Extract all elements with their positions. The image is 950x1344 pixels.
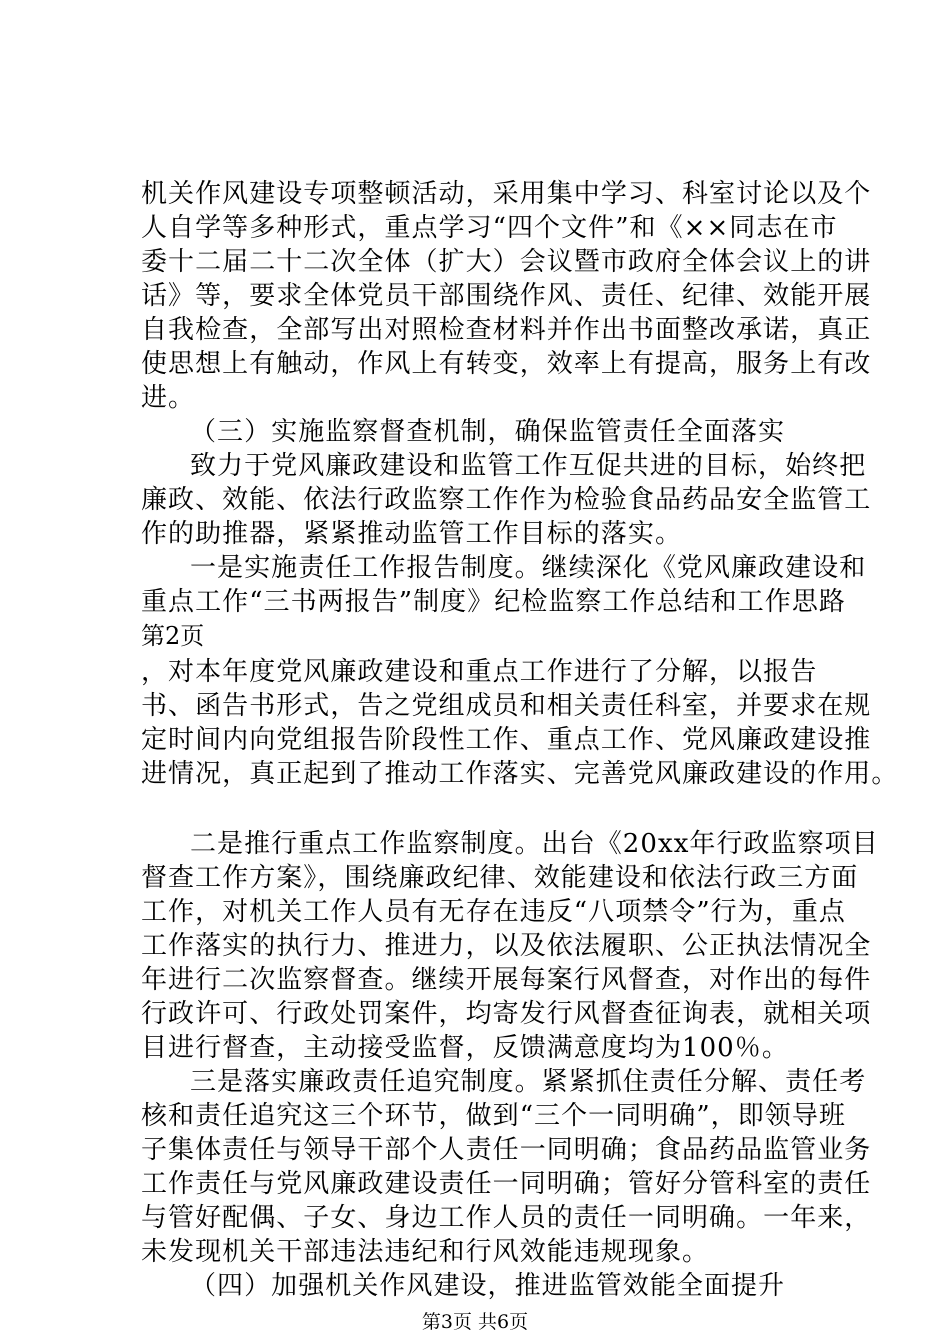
body-line: 工作责任与党风廉政建设责任一同明确；管好分管科室的责任	[141, 1169, 872, 1199]
body-line: 机关作风建设专项整顿活动，采用集中学习、科室讨论以及个	[141, 179, 872, 209]
inline-page-note: 第2页	[141, 622, 205, 650]
body-line: 子集体责任与领导干部个人责任一同明确；食品药品监管业务	[141, 1135, 872, 1165]
body-line: 书、函告书形式，告之党组成员和相关责任科室，并要求在规	[141, 691, 872, 721]
body-line: 一是实施责任工作报告制度。继续深化《党风廉政建设和	[190, 553, 867, 583]
page-footer: 第3页 共6页	[421, 1311, 529, 1333]
body-line: 工作，对机关工作人员有无存在违反“八项禁令”行为，重点	[141, 897, 846, 927]
body-line: 三是落实廉政责任追究制度。紧紧抓住责任分解、责任考	[190, 1067, 867, 1097]
body-line: 目进行督查，主动接受监督，反馈满意度均为100％。	[141, 1033, 789, 1063]
body-line: 委十二届二十二次全体（扩大）会议暨市政府全体会议上的讲	[141, 247, 872, 277]
body-line: 使思想上有触动，作风上有转变，效率上有提高，服务上有改	[141, 349, 872, 379]
body-line: 与管好配偶、子女、身边工作人员的责任一同明确。一年来，	[141, 1203, 872, 1233]
body-line: 自我检查，全部写出对照检查材料并作出书面整改承诺，真正	[141, 315, 872, 345]
body-line: 致力于党风廉政建设和监管工作互促共进的目标，始终把	[190, 451, 867, 481]
section-heading: （三）实施监察督查机制，确保监管责任全面落实	[190, 417, 786, 447]
body-line: ，对本年度党风廉政建设和重点工作进行了分解，以报告	[141, 657, 818, 687]
body-line: 二是推行重点工作监察制度。出台《20xx年行政监察项目	[190, 829, 879, 859]
body-line: 行政许可、行政处罚案件，均寄发行风督查征询表，就相关项	[141, 999, 872, 1029]
body-line: 进情况，真正起到了推动工作落实、完善党风廉政建设的作用。	[141, 759, 899, 789]
body-line: 廉政、效能、依法行政监察工作作为检验食品药品安全监管工	[141, 485, 872, 515]
body-line: 人自学等多种形式，重点学习“四个文件”和《××同志在市	[141, 213, 838, 243]
body-line: 进。	[141, 383, 196, 413]
body-line: 未发现机关干部违法违纪和行风效能违规现象。	[141, 1237, 710, 1267]
body-line: 年进行二次监察督查。继续开展每案行风督查，对作出的每件	[141, 965, 872, 995]
body-line: 作的助推器，紧紧推动监管工作目标的落实。	[141, 519, 683, 549]
body-line: 话》等，要求全体党员干部围绕作风、责任、纪律、效能开展	[141, 281, 872, 311]
body-line: 督查工作方案》，围绕廉政纪律、效能建设和依法行政三方面	[141, 863, 859, 893]
body-line: 工作落实的执行力、推进力，以及依法履职、公正执法情况全	[141, 931, 872, 961]
section-heading: （四）加强机关作风建设，推进监管效能全面提升	[190, 1271, 786, 1301]
body-line: 定时间内向党组报告阶段性工作、重点工作、党风廉政建设推	[141, 725, 872, 755]
body-line: 核和责任追究这三个环节，做到“三个一同明确”，即领导班	[141, 1101, 846, 1131]
body-line: 重点工作“三书两报告”制度》纪检监察工作总结和工作思路	[141, 587, 846, 617]
